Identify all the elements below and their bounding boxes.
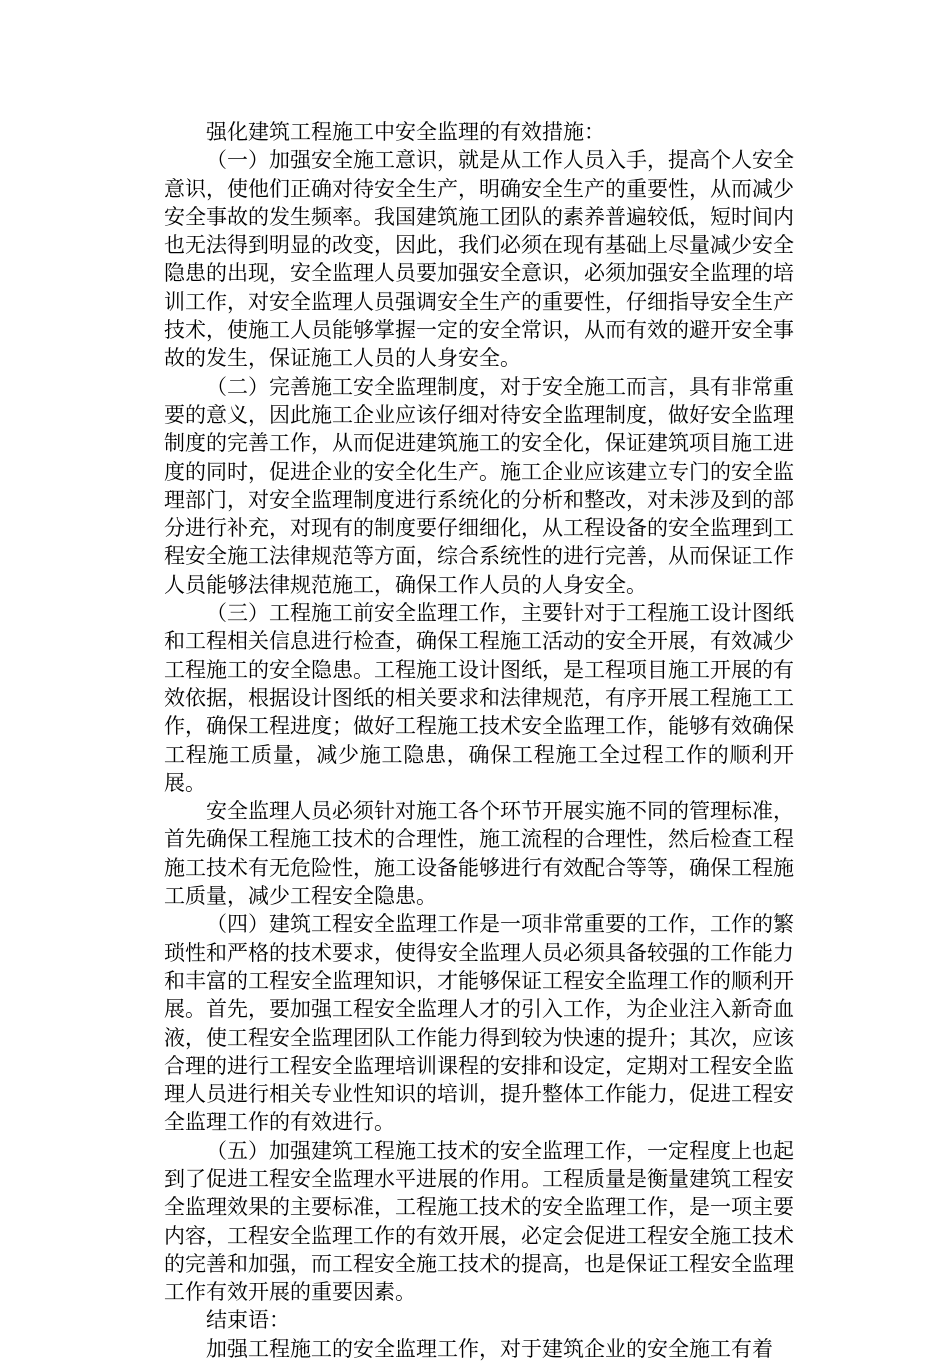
paragraph-measure-2: （二）完善施工安全监理制度，对于安全施工而言，具有非常重要的意义，因此施工企业应该仔细对待安全监理制度，做好安全监理制度的完善工作，从而促进建筑施工的安全化，保证建筑项目施工进度的同时，促进企业的安全化生产。施工企业应该建立专门的安全监理部门，对安全监理制度进行系统化的分析和整改，对未涉及到的部分进行补充，对现有的制度要仔细细化，从工程设备的安全监理到工程安全施工法律规范等方面，综合系统性的进行完善，从而保证工作人员能够法律规范施工，确保工作人员的人身安全。	[164, 374, 794, 597]
paragraph-measure-3: （三）工程施工前安全监理工作，主要针对于工程施工设计图纸和工程相关信息进行检查，确保工程施工活动的安全开展，有效减少工程施工的安全隐患。工程施工设计图纸，是工程项目施工开展的有效依据，根据设计图纸的相关要求和法律规范，有序开展工程施工工作，确保工程进度；做好工程施工技术安全监理工作，能够有效确保工程施工质量，减少施工隐患，确保工程施工全过程工作的顺利开展。	[164, 601, 794, 795]
conclusion-paragraph: 加强工程施工的安全监理工作，对于建筑企业的安全施工有着	[206, 1336, 773, 1361]
paragraph-measure-4: （四）建筑工程安全监理工作是一项非常重要的工作，工作的繁琐性和严格的技术要求，使得安全监理人员必须具备较强的工作能力和丰富的工程安全监理知识，才能够保证工程安全监理工作的顺利开展。首先，要加强工程安全监理人才的引入工作，为企业注入新奇血液，使工程安全监理团队工作能力得到较为快速的提升；其次，应该合理的进行工程安全监理培训课程的安排和设定，定期对工程安全监理人员进行相关专业性知识的培训，提升整体工作能力，促进工程安全监理工作的有效进行。	[164, 912, 794, 1135]
conclusion-heading: 结束语：	[206, 1308, 290, 1333]
paragraph-supervisor-standards: 安全监理人员必须针对施工各个环节开展实施不同的管理标准，首先确保工程施工技术的合理性，施工流程的合理性，然后检查工程施工技术有无危险性，施工设备能够进行有效配合等等，确保工程施工质量，减少工程安全隐患。	[164, 799, 794, 909]
paragraph-measure-5: （五）加强建筑工程施工技术的安全监理工作，一定程度上也起到了促进工程安全监理水平进展的作用。工程质量是衡量建筑工程安全监理效果的主要标准，工程施工技术的安全监理工作，是一项主要内容，工程安全监理工作的有效开展，必定会促进工程安全施工技术的完善和加强，而工程安全施工技术的提高，也是保证工程安全监理工作有效开展的重要因素。	[164, 1138, 794, 1305]
document-body	[164, 118, 794, 1363]
section-heading: 强化建筑工程施工中安全监理的有效措施：	[206, 120, 605, 144]
paragraph-measure-1: （一）加强安全施工意识，就是从工作人员入手，提高个人安全意识，使他们正确对待安全生产，明确安全生产的重要性，从而减少安全事故的发生频率。我国建筑施工团队的素养普遍较低，短时间内也无法得到明显的改变，因此，我们必须在现有基础上尽量减少安全隐患的出现，安全监理人员要加强安全意识，必须加强安全监理的培训工作，对安全监理人员强调安全生产的重要性，仔细指导安全生产技术，使施工人员能够掌握一定的安全常识，从而有效的避开安全事故的发生，保证施工人员的人身安全。	[164, 148, 794, 371]
